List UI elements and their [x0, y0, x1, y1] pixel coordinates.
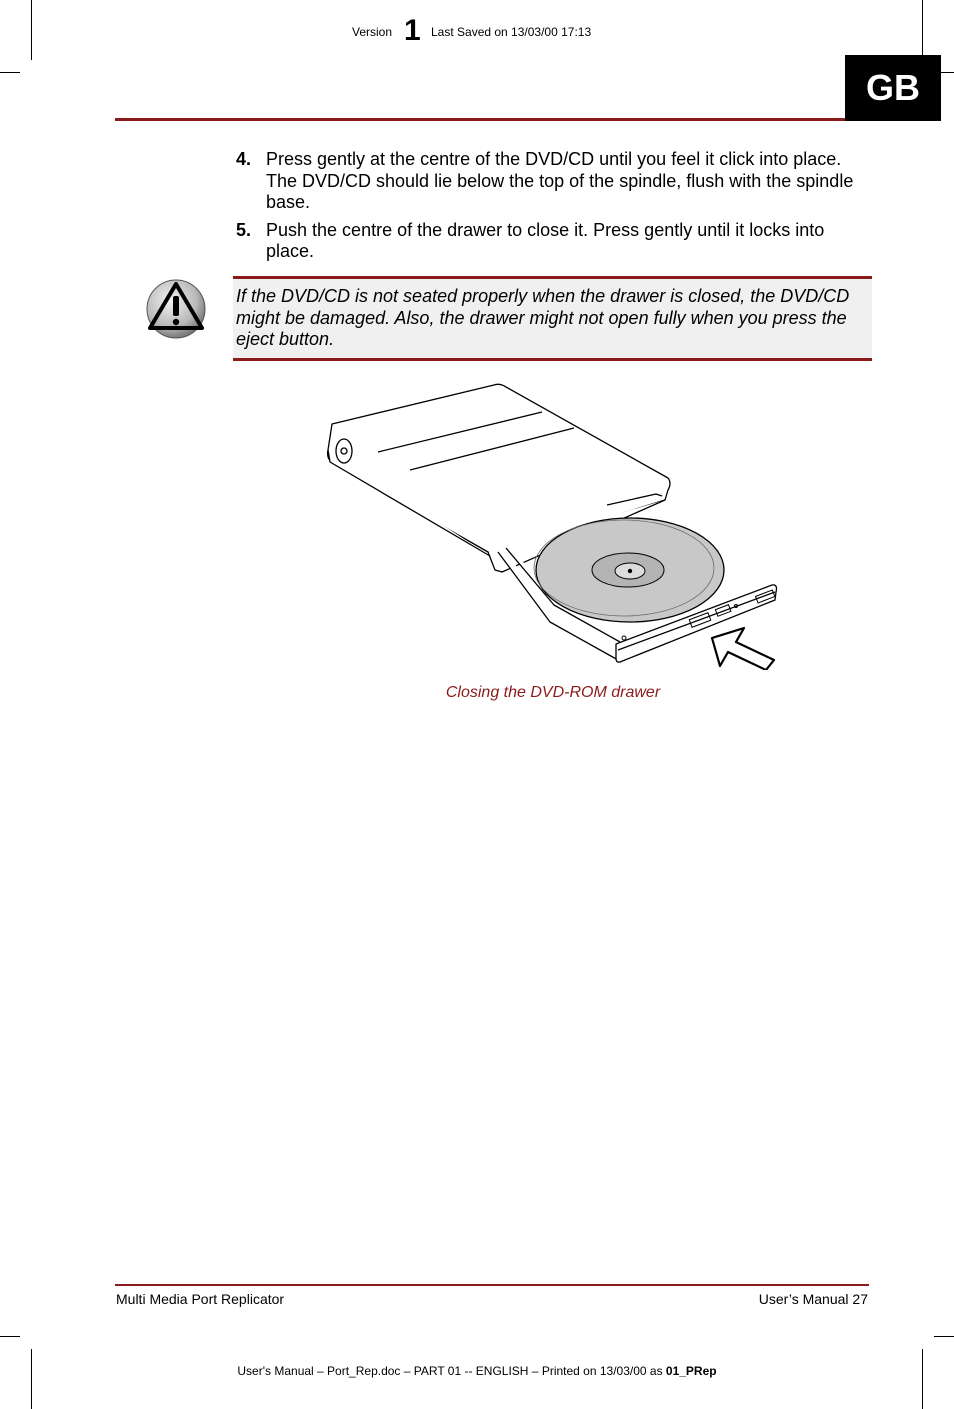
- crop-mark: [0, 1336, 20, 1337]
- print-info: [0, 1364, 954, 1378]
- crop-mark: [922, 0, 923, 60]
- figure-caption: Closing the DVD-ROM drawer: [445, 684, 661, 701]
- dvd-drive-illustration: [320, 380, 790, 670]
- version-label: Version: [352, 25, 393, 39]
- warning-text: If the DVD/CD is not seated properly when the drawer is closed, the DVD/CD might be damaged. Also, the drawer might not open fully when you press the eject button.: [236, 286, 850, 349]
- step-item: [236, 149, 876, 214]
- print-info-bold: 01_PRep: [665, 1364, 717, 1378]
- footer-right: User’s Manual 27: [758, 1291, 868, 1307]
- step-item: [236, 220, 876, 263]
- crop-mark: [31, 1349, 32, 1409]
- warning-icon: [145, 278, 207, 340]
- crop-mark: [922, 1349, 923, 1409]
- language-tab: GB: [845, 55, 941, 121]
- footer-left: Multi Media Port Replicator: [116, 1291, 285, 1307]
- step-text: Push the centre of the drawer to close it. Press gently until it locks into place.: [266, 219, 825, 261]
- step-number: 4.: [236, 149, 252, 169]
- print-info-text: User's Manual – Port_Rep.doc – PART 01 -- ENGLISH – Printed on 13/03/00 as: [237, 1364, 666, 1378]
- step-text: Press gently at the centre of the DVD/CD until you feel it click into place. The DVD/CD should lie below the top of the spindle, flush with the spindle base.: [266, 149, 854, 212]
- warning-note: [233, 276, 872, 361]
- crop-mark: [934, 1336, 954, 1337]
- last-saved: Last Saved on 13/03/00 17:13: [431, 25, 592, 39]
- steps-list: [236, 149, 876, 269]
- crop-mark: [0, 72, 20, 73]
- step-number: 5.: [236, 219, 252, 240]
- header-rule: [115, 118, 845, 121]
- version-number: 1: [404, 14, 421, 47]
- crop-mark: [31, 0, 32, 60]
- footer-rule: [115, 1284, 869, 1286]
